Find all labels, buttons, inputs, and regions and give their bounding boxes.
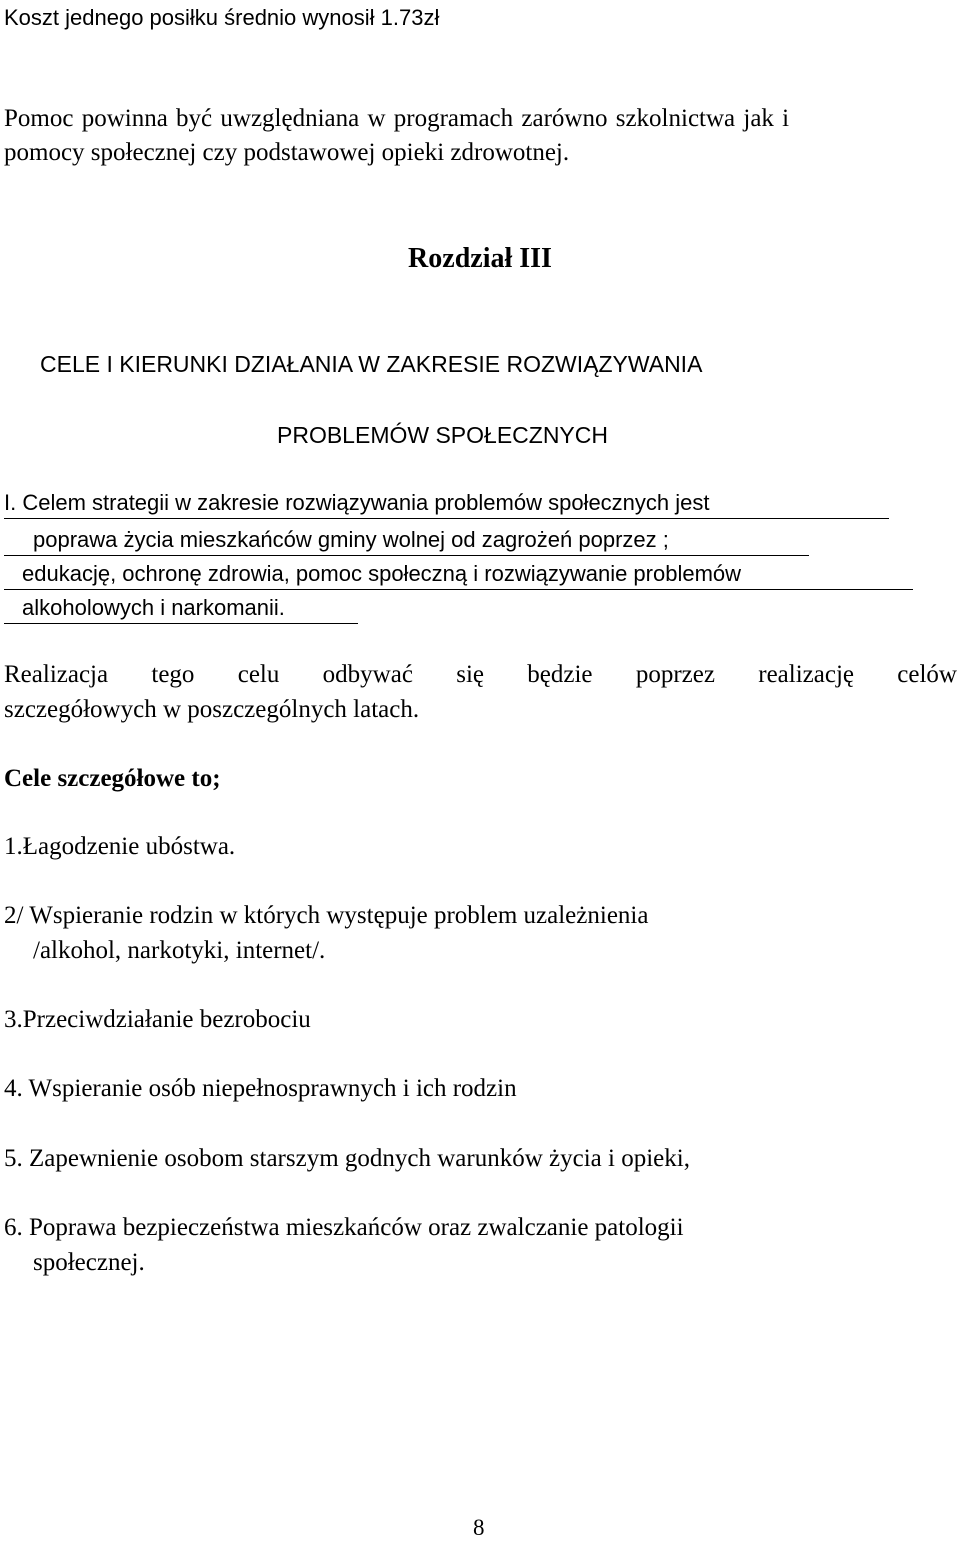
realization-word: realizację [758, 661, 854, 688]
page-number: 8 [473, 1515, 485, 1540]
detailed-goal-2-continuation: /alkohol, narkotyki, internet/. [33, 937, 326, 964]
goal-line-4: alkoholowych i narkomanii. [22, 595, 285, 620]
goal-underline-1 [4, 518, 889, 519]
realization-word: poprzez [635, 661, 715, 688]
detailed-goals-heading: Cele szczegółowe to; [4, 765, 221, 792]
goal-underline-3 [4, 589, 913, 590]
realization-word: Realizacja [4, 661, 109, 688]
chapter-subtitle-line-2: PROBLEMÓW SPOŁECZNYCH [277, 422, 608, 448]
detailed-goal-6: 6. Poprawa bezpieczeństwa mieszkańców oraz zwalczanie patologii [4, 1214, 684, 1241]
detailed-goal-4: 4. Wspieranie osób niepełnosprawnych i ich rodzin [4, 1075, 517, 1102]
realization-line-1 [4, 660, 957, 690]
chapter-title: Rozdział III [408, 243, 552, 274]
realization-word: celów [897, 661, 957, 688]
realization-line-2: szczegółowych w poszczególnych latach. [4, 696, 420, 723]
realization-word: tego [151, 661, 195, 688]
realization-word: odbywać [322, 661, 413, 688]
meal-cost-text: Koszt jednego posiłku średnio wynosił 1.73zł [4, 5, 440, 30]
goal-line-1: I. Celem strategii w zakresie rozwiązywania problemów społecznych jest [4, 490, 710, 515]
help-paragraph-line-1: Pomoc powinna być uwzględniana w programach zarówno szkolnictwa jak i [4, 105, 790, 132]
realization-word: celu [237, 661, 280, 688]
realization-word: będzie [527, 661, 593, 688]
chapter-subtitle-line-1: CELE I KIERUNKI DZIAŁANIA W ZAKRESIE ROZWIĄZYWANIA [40, 351, 703, 377]
goal-underline-2 [4, 555, 809, 556]
detailed-goal-1: 1.Łagodzenie ubóstwa. [4, 833, 236, 860]
help-paragraph-line-2: pomocy społecznej czy podstawowej opieki zdrowotnej. [4, 139, 570, 166]
detailed-goal-6-continuation: społecznej. [33, 1249, 145, 1276]
detailed-goal-2: 2/ Wspieranie rodzin w których występuje problem uzależnienia [4, 902, 649, 929]
detailed-goal-5: 5. Zapewnienie osobom starszym godnych warunków życia i opieki, [4, 1145, 690, 1172]
goal-line-2: poprawa życia mieszkańców gminy wolnej od zagrożeń poprzez ; [33, 527, 669, 552]
goal-underline-4 [4, 623, 358, 624]
detailed-goal-3: 3.Przeciwdziałanie bezrobociu [4, 1006, 311, 1033]
goal-line-3: edukację, ochronę zdrowia, pomoc społeczną i rozwiązywanie problemów [22, 561, 742, 586]
realization-word: się [456, 661, 484, 688]
